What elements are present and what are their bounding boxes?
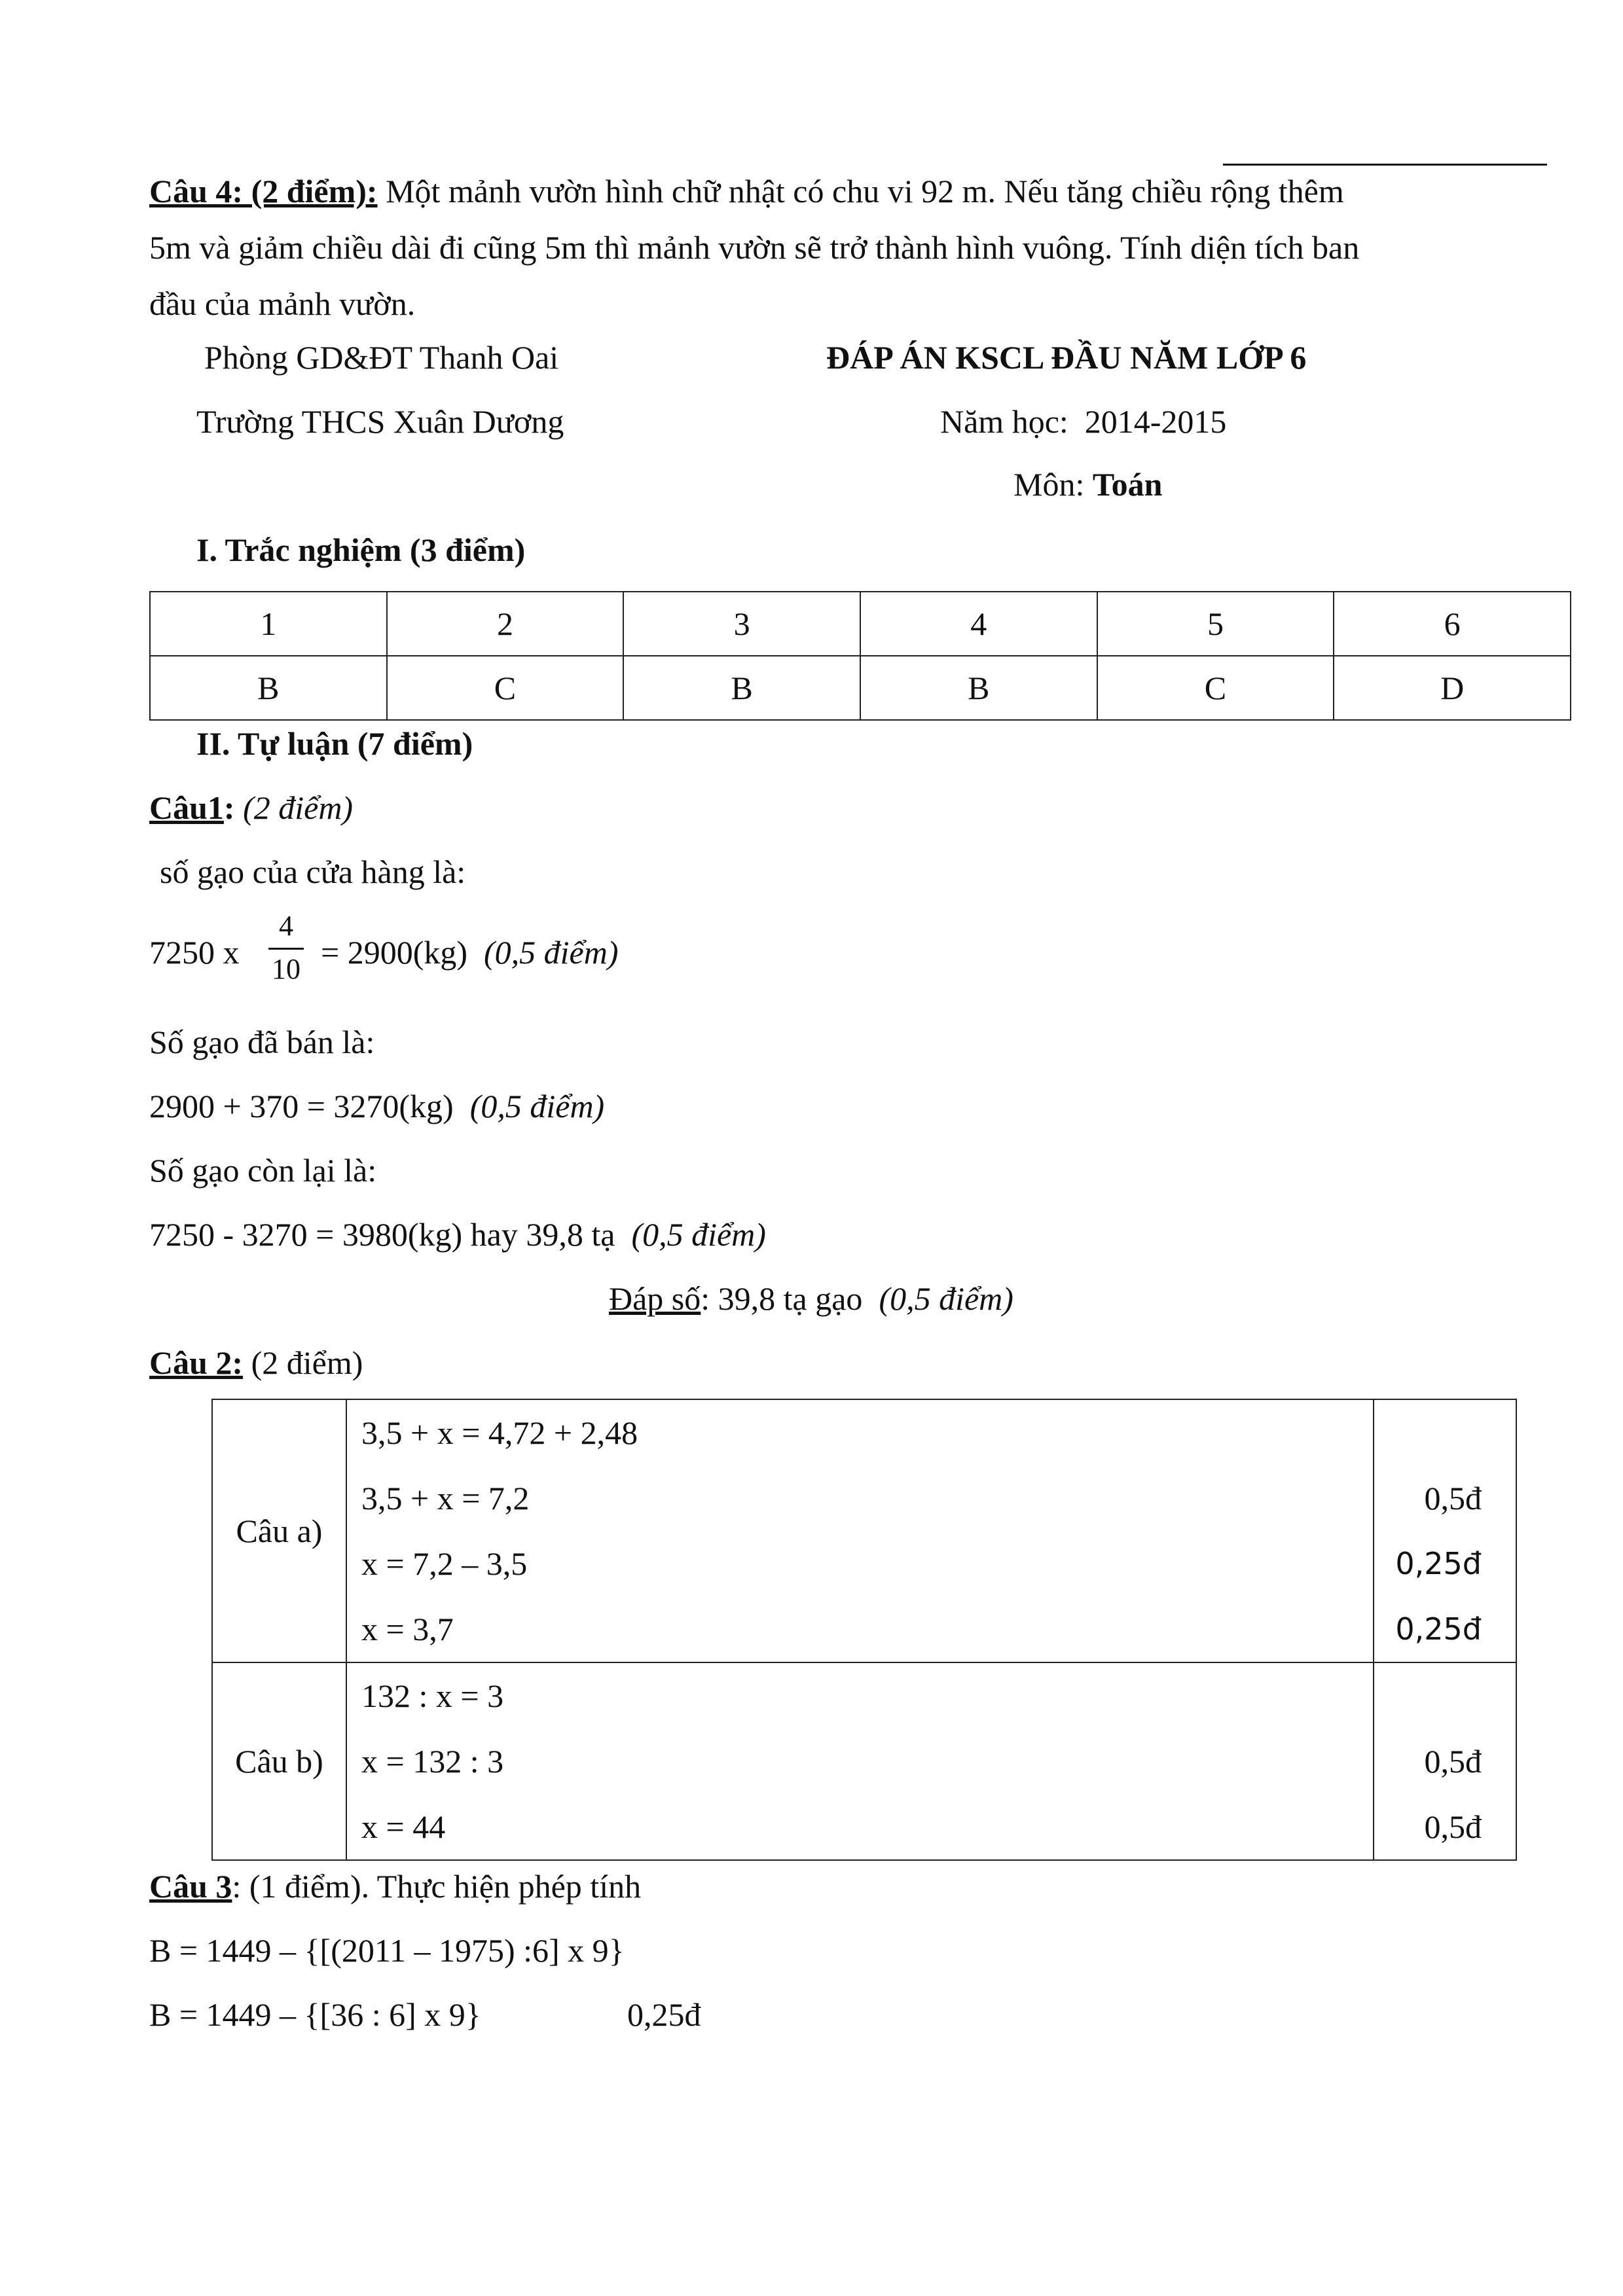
question-number: 6 [1334, 592, 1571, 656]
cau1-calc2-text: 2900 + 370 = 3270(kg) [149, 1088, 454, 1124]
answer-cell: B [623, 656, 860, 720]
cau1-calc1-left: 7250 x [149, 934, 240, 971]
cau1-line3: Số gạo còn lại là: [149, 1152, 377, 1189]
cau3-line2: B = 1449 – {[36 : 6] x 9} [149, 1996, 481, 2033]
part-b-line: 132 : x = 3 [361, 1677, 504, 1714]
part-b-point [1374, 1663, 1482, 1729]
question4-text1: Một mảnh vườn hình chữ nhật có chu vi 92 m. Nếu tăng chiều rộng thêm [377, 173, 1344, 209]
part-a-line: 3,5 + x = 4,72 + 2,48 [361, 1414, 638, 1451]
question-number: 3 [623, 592, 860, 656]
question4-line1 [149, 171, 1344, 211]
cau2-table [211, 1399, 1517, 1861]
school-year [940, 402, 1226, 441]
cau1-final-answer [609, 1279, 1013, 1318]
fraction-denominator: 10 [272, 953, 301, 985]
question4-line2: 5m và giảm chiều dài đi cũng 5m thì mảnh vườn sẽ trở thành hình vuông. Tính diện tích ban [149, 229, 1360, 266]
subject [1013, 465, 1162, 504]
answer-cell: B [860, 656, 1097, 720]
cau3-label: Câu 3 [149, 1868, 232, 1905]
part-a-point: 0,25đ [1395, 1611, 1482, 1647]
part-b-point: 0,5đ [1424, 1808, 1482, 1845]
fraction-numerator: 4 [279, 910, 293, 942]
part-b-line: x = 44 [361, 1808, 446, 1845]
part-a-point: 0,25đ [1395, 1546, 1482, 1581]
question-number-row [150, 592, 1571, 656]
cau1-calc3-points: (0,5 điểm) [631, 1216, 766, 1253]
cau1-line2: Số gạo đã bán là: [149, 1024, 375, 1060]
part-a-points [1374, 1399, 1516, 1662]
cau3-instruction: : (1 điểm). Thực hiện phép tính [232, 1868, 642, 1905]
part-a-label: Câu a) [212, 1399, 346, 1662]
final-answer-points: (0,5 điểm) [879, 1280, 1013, 1317]
cau2-points: (2 điểm) [251, 1344, 363, 1381]
section2-title: II. Tự luận (7 điểm) [196, 725, 473, 762]
question-number: 2 [387, 592, 624, 656]
cau3-line2-points: 0,25đ [627, 1996, 701, 2033]
part-a-line: 3,5 + x = 7,2 [361, 1480, 530, 1516]
fraction-bar [268, 948, 304, 950]
top-rule [1223, 164, 1547, 166]
part-a-point: 0,5đ [1424, 1480, 1482, 1516]
cau1-calc2-points: (0,5 điểm) [469, 1088, 605, 1124]
final-answer-label: Đáp số [609, 1280, 701, 1317]
question-number: 4 [860, 592, 1097, 656]
cau1-heading [149, 788, 353, 827]
part-b-line: x = 132 : 3 [361, 1743, 504, 1780]
part-a-line: x = 3,7 [361, 1611, 454, 1647]
cau1-calc3 [149, 1215, 766, 1254]
cau1-calc1-right [321, 933, 619, 972]
part-a-working [346, 1399, 1374, 1662]
cau1-calc1-points: (0,5 điểm) [484, 934, 619, 971]
part-b-points [1374, 1662, 1516, 1860]
cau2-heading [149, 1343, 363, 1382]
answer-cell: D [1334, 656, 1571, 720]
section1-title: I. Trắc nghiệm (3 điểm) [196, 531, 526, 568]
cau1-calc1-result: = 2900(kg) [321, 934, 467, 971]
cau1-calc2 [149, 1086, 604, 1126]
question-number: 1 [150, 592, 387, 656]
cau2-part-b-row [212, 1662, 1516, 1860]
final-answer-text: : 39,8 tạ gạo [701, 1280, 863, 1317]
cau1-colon: : [223, 789, 235, 826]
cau1-line1: số gạo của cửa hàng là: [160, 853, 466, 890]
cau1-calc3-text: 7250 - 3270 = 3980(kg) hay 39,8 tạ [149, 1216, 615, 1253]
answer-cell: B [150, 656, 387, 720]
answer-cell: C [1097, 656, 1334, 720]
cau2-label: Câu 2: [149, 1344, 244, 1381]
cau2-part-a-row [212, 1399, 1516, 1662]
part-a-point [1374, 1400, 1482, 1465]
answer-key-title: ĐÁP ÁN KSCL ĐẦU NĂM LỚP 6 [826, 339, 1307, 376]
cau1-points: (2 điểm) [243, 789, 354, 826]
school-year-value: 2014-2015 [1084, 403, 1227, 440]
subject-label: Môn: [1013, 466, 1085, 503]
part-b-label: Câu b) [212, 1662, 346, 1860]
question4-line3: đầu của mảnh vườn. [149, 285, 416, 322]
school-year-label: Năm học: [940, 403, 1068, 440]
answer-cell: C [387, 656, 624, 720]
department-name: Phòng GD&ĐT Thanh Oai [204, 339, 559, 376]
part-b-point: 0,5đ [1424, 1743, 1482, 1780]
multiple-choice-table [149, 591, 1571, 721]
answer-row [150, 656, 1571, 720]
cau3-line1: B = 1449 – {[(2011 – 1975) :6] x 9} [149, 1932, 625, 1969]
question-number: 5 [1097, 592, 1334, 656]
school-name: Trường THCS Xuân Dương [196, 403, 564, 440]
part-a-line: x = 7,2 – 3,5 [361, 1545, 528, 1582]
question4-label: Câu 4: (2 điểm): [149, 173, 378, 209]
cau3-heading [149, 1867, 641, 1906]
cau1-label: Câu1 [149, 789, 224, 826]
part-b-working [346, 1662, 1374, 1860]
subject-value: Toán [1092, 466, 1163, 503]
